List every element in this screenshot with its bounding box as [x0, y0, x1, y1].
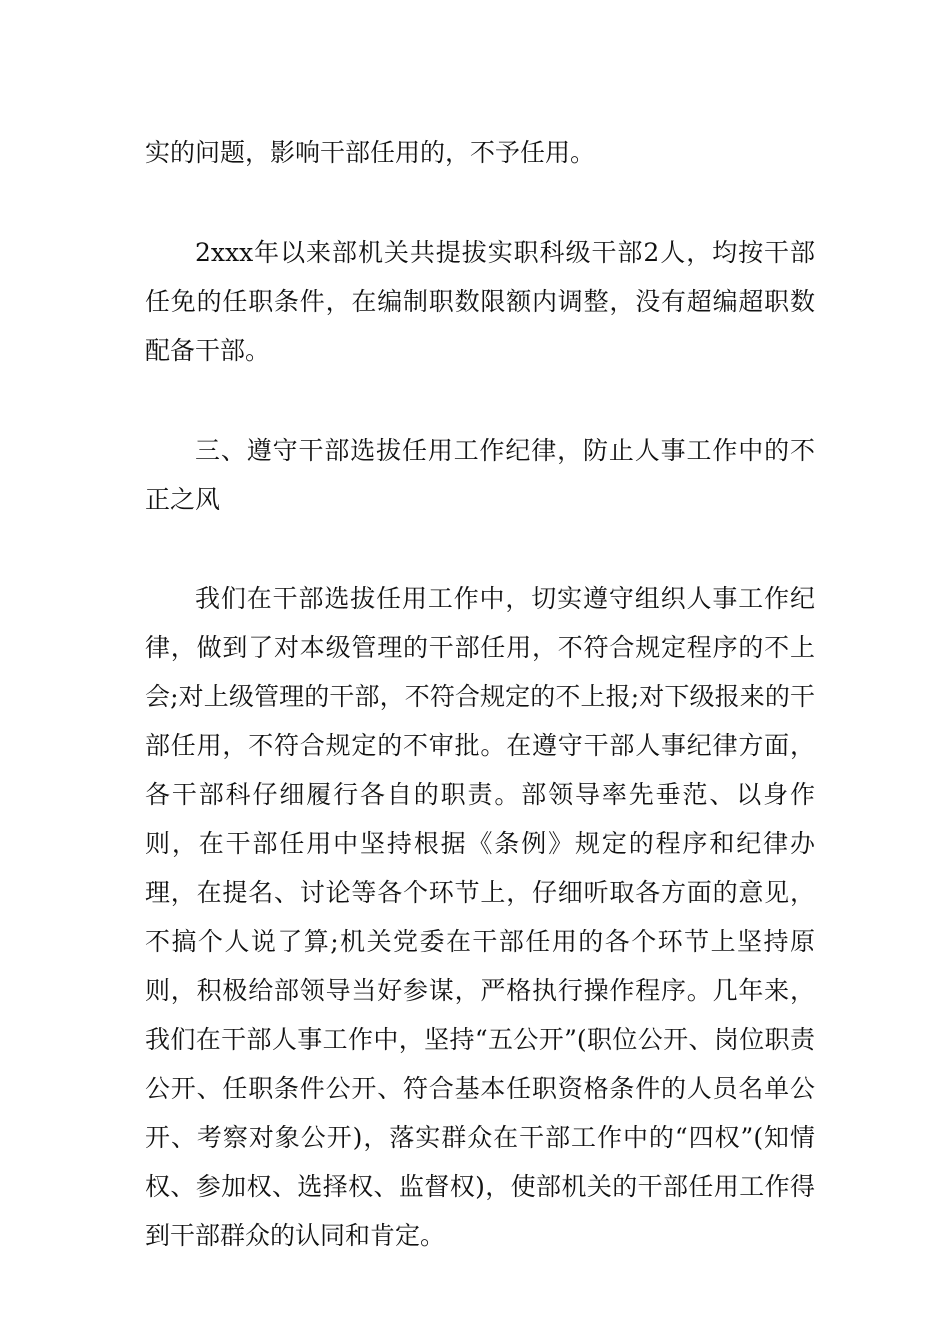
paragraph-continuation: 实的问题，影响干部任用的，不予任用。 — [145, 138, 596, 167]
paragraph-discipline-details: 我们在干部选拔任用工作中，切实遵守组织人事工作纪律，做到了对本级管理的干部任用，不符合规定程序的不上会;对上级管理的干部，不符合规定的不上报;对下级报来的干部任用，不符合规定的不审批。在遵守干部人事纪律方面，各干部科仔细履行各自的职责。部领导率先垂范、以身作则，在干部任用中坚持根据《条例》规定的程序和纪律办理，在提名、讨论等各个环节上，仔细听取各方面的意见，不搞个人说了算;机关党委在干部任用的各个环节上坚持原则，积极给部领导当好参谋，严格执行操作程序。几年来，我们在干部人事工作中，坚持“五公开”(职位公开、岗位职责公开、任职条件公开、符合基本任职资格条件的人员名单公开、考察对象公开)，落实群众在干部工作中的“四权”(知情权、参加权、选择权、监督权)，使部机关的干部任用工作得到干部群众的认同和肯定。 — [145, 584, 815, 1250]
section-heading-three: 三、遵守干部选拔任用工作纪律，防止人事工作中的不正之风 — [145, 436, 815, 514]
paragraph-promotion-summary: 2xxx年以来部机关共提拔实职科级干部2人，均按干部任免的任职条件，在编制职数限额内调整，没有超编超职数配备干部。 — [145, 238, 815, 365]
